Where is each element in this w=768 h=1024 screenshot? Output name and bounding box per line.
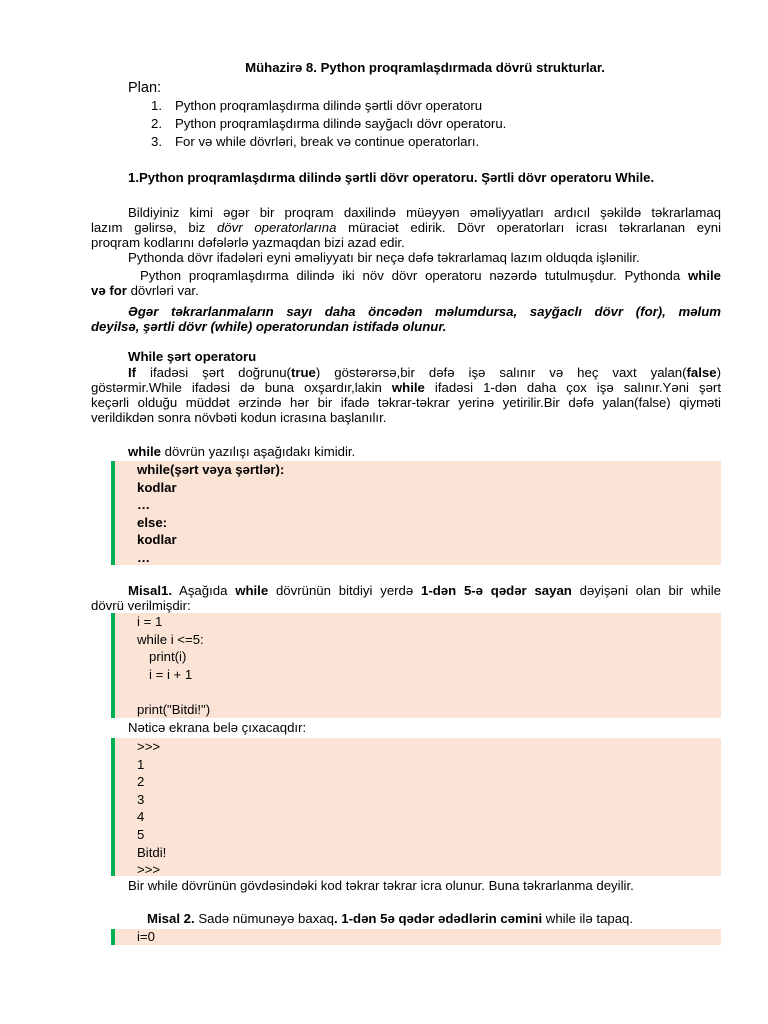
plan-item: 3. For və while dövrləri, break və continue operatorları.	[151, 134, 480, 149]
output-line: Bitdi!	[137, 844, 167, 860]
code-line: …	[137, 549, 151, 565]
output-line: >>>	[137, 862, 161, 878]
output-line: >>>	[137, 739, 161, 754]
syntax-code-block	[111, 461, 721, 565]
output-line: 1	[137, 756, 145, 772]
code-line	[137, 683, 721, 701]
result-intro: Nəticə ekrana belə çıxacaqdır:	[128, 720, 307, 735]
plan-item: 1. Python proqramlaşdırma dilində şərtli dövr operatoru	[151, 98, 483, 113]
example1-code-block	[111, 613, 721, 718]
while-heading: While şərt operatoru	[128, 349, 257, 364]
section1-heading: 1.Python proqramlaşdırma dilində şərtli dövr operatoru. Şərtli dövr operatoru While.	[128, 170, 655, 185]
output-line: 2	[137, 774, 145, 790]
code-line: …	[137, 497, 151, 513]
paragraph-intro: Bildiyiniz kimi əgər bir proqram daxilində müəyyən əməliyyatları ardıcıl şəkildə təkrarlamaq lazım gəlirsə, biz dövr operatorlarına müraciət edirik. Dövr operatorları icrası təkrarlanan eyni proqram kodlarını dəfələrlə yazmaqdan bizi azad edir.	[91, 205, 721, 250]
code-line: i=0	[137, 929, 155, 944]
code-line: i = i + 1	[149, 666, 193, 682]
code-line: while i <=5:	[137, 631, 204, 647]
code-line: kodlar	[137, 479, 177, 495]
code-line: else:	[137, 514, 168, 530]
plan-item: 2. Python proqramlaşdırma dilində sayğaclı dövr operatoru.	[151, 116, 507, 131]
page-title: Mühazirə 8. Python proqramlaşdırmada dövrü strukturlar.	[245, 60, 605, 75]
result-output-block	[111, 738, 721, 876]
example2-code-block	[111, 929, 721, 945]
plan-label: Plan:	[128, 80, 162, 96]
paragraph-emphasis: Əgər təkrarlanmaların sayı daha öncədən məlumdursa, sayğaclı dövr (for), məlum deyilsə, şərtli dövr (while) operatorundan istifadə olunur.	[91, 304, 721, 334]
output-line: 4	[137, 809, 145, 825]
paragraph-while: If ifadəsi şərt doğrunu(true) göstərərsə,bir dəfə işə salınır və heç vaxt yalan(false) göstərmir.While ifadəsi də buna oxşardır,lakin while ifadəsi 1-dən daha çox işə salınır.Yəni şərt keçərli olduğu müddət ərzində hər bir ifadə təkrar-təkrar yerinə yetirilir.Bir dəfə yalan(false) qiyməti verildikdən sonra növbəti kodun icrasına başlanılır.	[91, 365, 721, 425]
paragraph-loop-types: Python proqramlaşdırma dilində iki növ dövr operatoru nəzərdə tutulmuşdur. Pythonda while və for dövrləri var.	[91, 268, 721, 298]
paragraph-pythonda: Pythonda dövr ifadələri eyni əməliyyatı bir neçə dəfə təkrarlamaq lazım olduqda işlənilir.	[128, 250, 640, 265]
example2-intro: Misal 2. Sadə nümunəyə baxaq. 1-dən 5ə qədər ədədlərin cəmini while ilə tapaq.	[147, 911, 634, 926]
code-line: kodlar	[137, 532, 177, 548]
syntax-intro: while dövrün yazılışı aşağıdakı kimidir.	[128, 444, 356, 459]
example1-intro: Misal1. Aşağıda while dövrünün bitdiyi yerdə 1-dən 5-ə qədər sayan dəyişəni olan bir while dövrü verilmişdir:	[91, 583, 722, 613]
code-line: print("Bitdi!")	[137, 701, 211, 717]
code-line: i = 1	[137, 614, 163, 629]
loop-body-note: Bir while dövrünün gövdəsindəki kod təkrar təkrar icra olunur. Buna təkrarlanma deyilir.	[128, 878, 634, 893]
plan-list	[151, 97, 506, 151]
code-line: print(i)	[149, 649, 187, 665]
output-line: 5	[137, 826, 145, 842]
output-line: 3	[137, 791, 145, 807]
code-line: while(şərt vəya şərtlər):	[137, 462, 285, 477]
